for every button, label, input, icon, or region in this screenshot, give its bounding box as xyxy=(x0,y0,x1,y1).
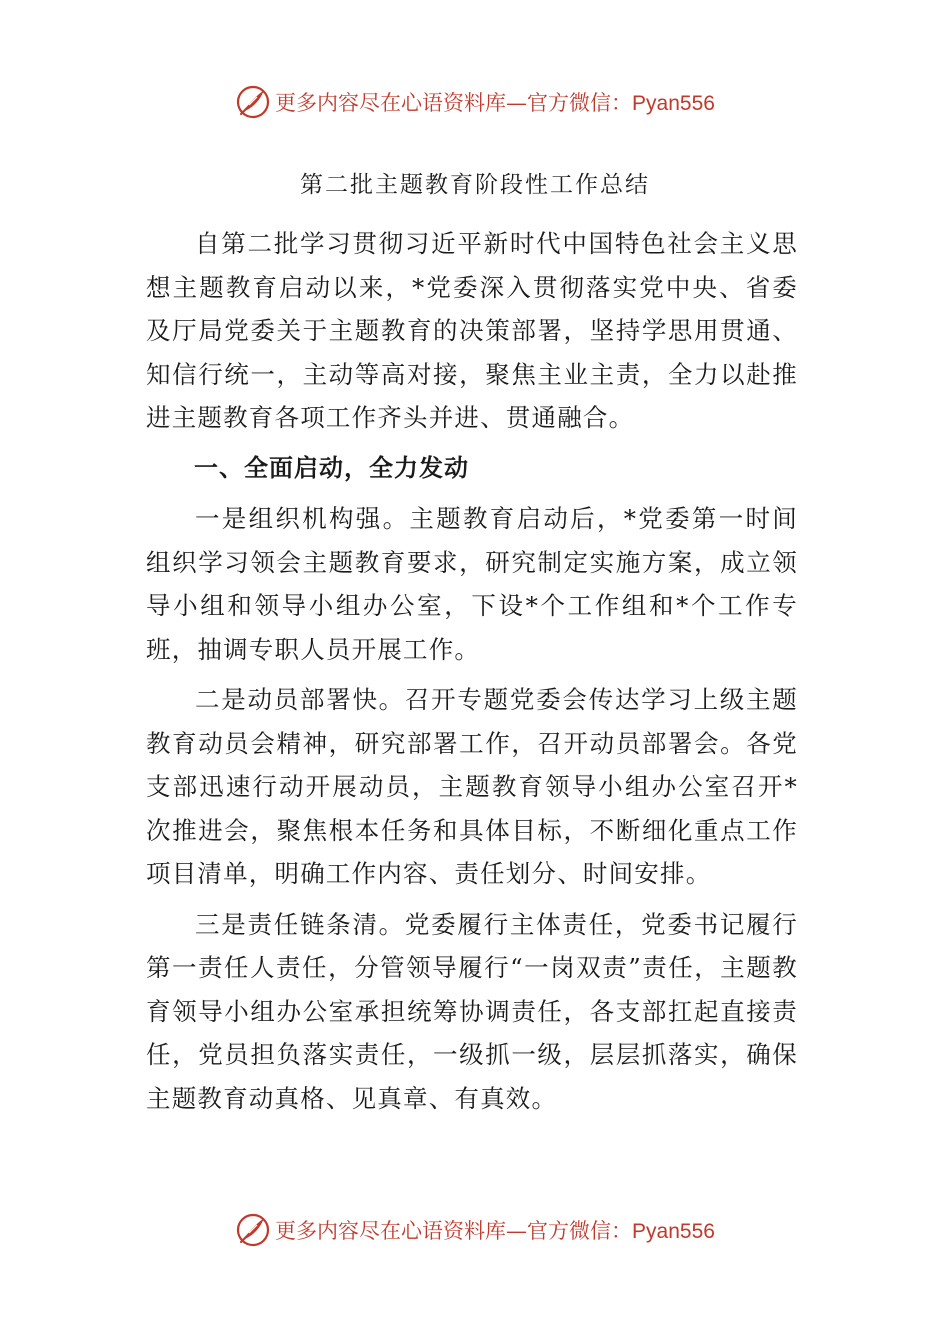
feather-pen-logo-icon xyxy=(235,1212,271,1248)
document-body xyxy=(146,222,798,1127)
feather-pen-logo-icon xyxy=(235,84,271,120)
body-paragraph: 三是责任链条清。党委履行主体责任，党委书记履行第一责任人责任，分管领导履行“一岗双责”责任，主题教育领导小组办公室承担统筹协调责任，各支部扛起直接责任，党员担负落实责任，一级抓一级，层层抓落实，确保主题教育动真格、见真章、有真效。 xyxy=(146,909,798,1113)
watermark-wechat-id: Pyan556 xyxy=(632,1220,715,1243)
intro-paragraph: 自第二批学习贯彻习近平新时代中国特色社会主义思想主题教育启动以来，*党委深入贯彻落实党中央、省委及厅局党委关于主题教育的决策部署，坚持学思用贯通、知信行统一，主动等高对接，聚焦主业主责，全力以赴推进主题教育各项工作齐头并进、贯通融合。 xyxy=(146,229,798,432)
section-heading: 一、全面启动，全力发动 xyxy=(194,453,469,482)
document-title: 第二批主题教育阶段性工作总结 xyxy=(300,172,650,198)
body-paragraph: 二是动员部署快。召开专题党委会传达学习上级主题教育动员会精神，研究部署工作，召开动员部署会。各党支部迅速行动开展动员，主题教育领导小组办公室召开*次推进会，聚焦根本任务和具体目标，不断细化重点工作项目清单，明确工作内容、责任划分、时间安排。 xyxy=(146,685,798,888)
watermark-wechat-id: Pyan556 xyxy=(632,92,715,115)
body-paragraph: 一是组织机构强。主题教育启动后，*党委第一时间组织学习领会主题教育要求，研究制定实施方案，成立领导小组和领导小组办公室，下设*个工作组和*个工作专班，抽调专职人员开展工作。 xyxy=(146,504,798,664)
watermark-banner-bottom xyxy=(0,1210,950,1250)
watermark-text: 更多内容尽在心语资料库—官方微信：Pyan556 xyxy=(275,1219,715,1243)
watermark-banner-top xyxy=(0,82,950,122)
watermark-text: 更多内容尽在心语资料库—官方微信：Pyan556 xyxy=(275,91,715,115)
